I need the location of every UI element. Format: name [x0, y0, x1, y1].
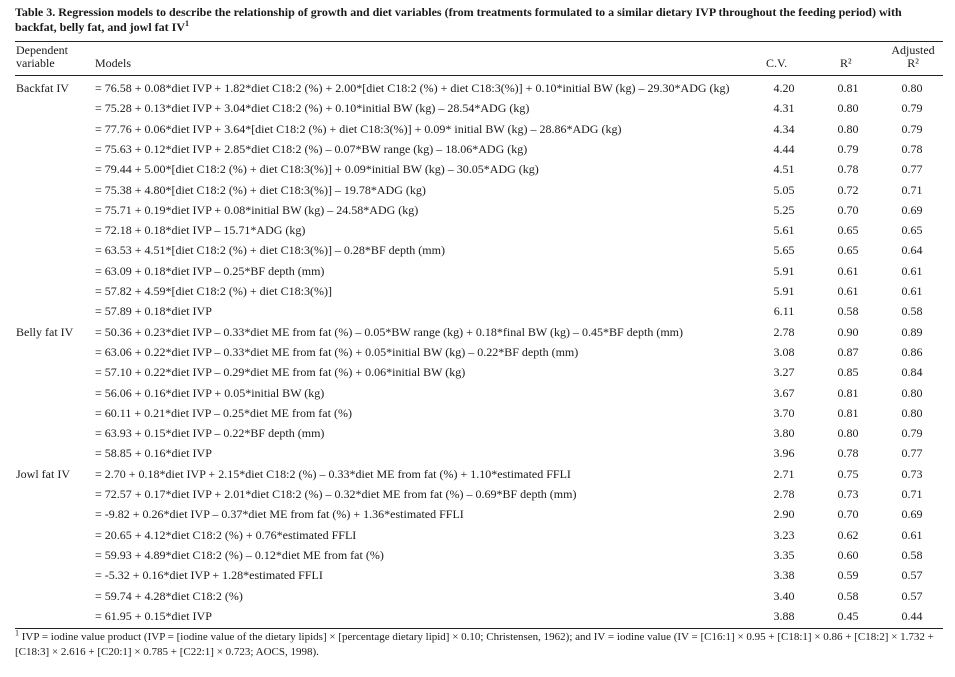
header-dependent-variable: [16, 44, 68, 70]
model-equation: = 57.82 + 4.59*[diet C18:2 (%) + diet C18:3(%)]: [95, 284, 332, 298]
adjusted-r2-value: 0.84: [901, 365, 923, 380]
header-adjusted-line1: Adjusted: [891, 43, 935, 57]
header-dependent-line2: variable: [16, 56, 55, 70]
model-equation: = 50.36 + 0.23*diet IVP – 0.33*diet ME from fat (%) – 0.05*BW range (kg) + 0.18*final BW (kg) – 0.45*BF depth (mm): [95, 324, 683, 339]
model-equation: = 63.53 + 4.51*[diet C18:2 (%) + diet C18:3(%)] – 0.28*BF depth (mm): [95, 243, 445, 258]
caption-line-1: Table 3. Regression models to describe the relationship of growth and diet variables (from treatments formulated to a similar dietary IVP throughout the feeding period) with: [15, 5, 902, 19]
r2-value: 0.45: [837, 608, 859, 623]
cv-value: 4.51: [773, 162, 795, 177]
header-r2: R²: [840, 56, 852, 70]
group-label: Belly fat IV: [16, 324, 74, 339]
cv-value: 2.78: [773, 487, 795, 501]
cv-value: 5.65: [773, 243, 795, 258]
cv-value: 3.40: [773, 588, 795, 603]
model-equation: = 77.76 + 0.06*diet IVP + 3.64*[diet C18:2 (%) + diet C18:3(%)] + 0.09* initial BW (kg) – 28.86*ADG (kg): [95, 121, 622, 136]
header-bottom-rule: [15, 75, 943, 76]
cv-value: 5.61: [773, 223, 795, 238]
r2-value: 0.80: [837, 426, 859, 441]
adjusted-r2-value: 0.80: [901, 81, 923, 95]
model-equation: = 59.93 + 4.89*diet C18:2 (%) – 0.12*diet ME from fat (%): [95, 547, 384, 562]
cv-value: 2.90: [773, 507, 795, 522]
adjusted-r2-value: 0.61: [901, 527, 923, 542]
r2-value: 0.80: [837, 121, 859, 136]
r2-value: 0.81: [837, 81, 859, 95]
r2-value: 0.80: [837, 101, 859, 116]
model-equation: = 75.28 + 0.13*diet IVP + 3.04*diet C18:2 (%) + 0.10*initial BW (kg) – 28.54*ADG (kg): [95, 101, 530, 116]
r2-value: 0.61: [837, 284, 859, 298]
model-equation: = 75.38 + 4.80*[diet C18:2 (%) + diet C18:3(%)] – 19.78*ADG (kg): [95, 182, 426, 197]
adjusted-r2-value: 0.64: [901, 243, 923, 258]
cv-value: 6.11: [773, 304, 795, 319]
table-footnote: [15, 630, 945, 660]
footnote-text: IVP = iodine value product (IVP = [iodine value of the dietary lipids] × [percentage dietary lipid] × 0.10; Christensen, 1962); and IV = iodine value (IV = [C16:1] × 0.95 + [C18:1] × 0.86 + [C18:2] × 1.732 + [C18:3] × 2.616 + [C20:1] × 0.785 + [C22:1] × 0.723; AOCS, 1998).: [15, 631, 934, 658]
model-equation: = 63.09 + 0.18*diet IVP – 0.25*BF depth (mm): [95, 263, 325, 278]
model-equation: = 20.65 + 4.12*diet C18:2 (%) + 0.76*estimated FFLI: [95, 527, 357, 542]
adjusted-r2-value: 0.80: [901, 385, 923, 400]
model-equation: = 57.10 + 0.22*diet IVP – 0.29*diet ME from fat (%) + 0.06*initial BW (kg): [95, 365, 466, 380]
r2-value: 0.75: [837, 466, 859, 481]
adjusted-r2-value: 0.61: [901, 263, 923, 278]
adjusted-r2-value: 0.58: [901, 304, 923, 319]
model-equation: = 2.70 + 0.18*diet IVP + 2.15*diet C18:2 (%) – 0.33*diet ME from fat (%) + 1.10*estimated FFLI: [95, 466, 571, 481]
adjusted-r2-value: 0.44: [901, 608, 923, 623]
adjusted-r2-value: 0.71: [901, 487, 923, 501]
adjusted-r2-value: 0.80: [901, 405, 923, 420]
model-equation: = 75.71 + 0.19*diet IVP + 0.08*initial BW (kg) – 24.58*ADG (kg): [95, 202, 419, 217]
footnote-marker: 1: [15, 628, 19, 638]
model-equation: = -9.82 + 0.26*diet IVP – 0.37*diet ME from fat (%) + 1.36*estimated FFLI: [95, 507, 464, 522]
model-equation: = 72.18 + 0.18*diet IVP – 15.71*ADG (kg): [95, 223, 306, 238]
adjusted-r2-value: 0.61: [901, 284, 923, 298]
r2-value: 0.65: [837, 243, 859, 258]
r2-value: 0.81: [837, 385, 859, 400]
r2-value: 0.73: [837, 487, 859, 501]
r2-value: 0.79: [837, 141, 859, 156]
cv-value: 5.91: [773, 284, 795, 298]
cv-value: 4.20: [773, 81, 795, 95]
cv-value: 4.34: [773, 121, 795, 136]
r2-value: 0.60: [837, 547, 859, 562]
header-cv: C.V.: [766, 56, 788, 70]
table-caption: [15, 5, 945, 35]
model-equation: = 76.58 + 0.08*diet IVP + 1.82*diet C18:2 (%) + 2.00*[diet C18:2 (%) + diet C18:3(%)] + 0.10*initial BW (kg) – 29.30*ADG (kg): [95, 81, 730, 95]
adjusted-r2-value: 0.89: [901, 324, 923, 339]
model-equation: = 75.63 + 0.12*diet IVP + 2.85*diet C18:2 (%) – 0.07*BW range (kg) – 18.06*ADG (kg): [95, 141, 528, 156]
r2-value: 0.62: [837, 527, 859, 542]
adjusted-r2-value: 0.65: [901, 223, 923, 238]
model-equation: = 59.74 + 4.28*diet C18:2 (%): [95, 588, 243, 603]
model-equation: = 60.11 + 0.21*diet IVP – 0.25*diet ME from fat (%): [95, 405, 352, 420]
r2-value: 0.81: [837, 405, 859, 420]
r2-value: 0.65: [837, 223, 859, 238]
cv-value: 4.44: [773, 141, 795, 156]
adjusted-r2-value: 0.79: [901, 101, 923, 116]
model-equation: = 63.93 + 0.15*diet IVP – 0.22*BF depth (mm): [95, 426, 325, 441]
r2-value: 0.85: [837, 365, 859, 380]
adjusted-r2-value: 0.79: [901, 121, 923, 136]
cv-value: 3.67: [773, 385, 795, 400]
r2-value: 0.59: [837, 568, 859, 583]
adjusted-r2-value: 0.77: [901, 446, 923, 461]
header-dependent-line1: Dependent: [16, 43, 68, 57]
r2-value: 0.58: [837, 588, 859, 603]
r2-value: 0.58: [837, 304, 859, 319]
table-top-rule: [15, 41, 943, 42]
model-equation: = -5.32 + 0.16*diet IVP + 1.28*estimated FFLI: [95, 568, 323, 583]
cv-value: 3.80: [773, 426, 795, 441]
adjusted-r2-value: 0.57: [901, 568, 923, 583]
r2-value: 0.61: [837, 263, 859, 278]
cv-value: 3.38: [773, 568, 795, 583]
caption-footnote-marker: 1: [185, 19, 189, 28]
r2-value: 0.70: [837, 202, 859, 217]
cv-value: 2.71: [773, 466, 795, 481]
cv-value: 3.96: [773, 446, 795, 461]
model-equation: = 57.89 + 0.18*diet IVP: [95, 304, 212, 319]
adjusted-r2-value: 0.69: [901, 507, 923, 522]
cv-value: 3.35: [773, 547, 795, 562]
header-models: Models: [95, 56, 131, 70]
cv-value: 3.08: [773, 344, 795, 359]
adjusted-r2-value: 0.73: [901, 466, 923, 481]
cv-value: 5.91: [773, 263, 795, 278]
r2-value: 0.90: [837, 324, 859, 339]
cv-value: 5.25: [773, 202, 795, 217]
r2-value: 0.78: [837, 446, 859, 461]
adjusted-r2-value: 0.78: [901, 141, 923, 156]
model-equation: = 72.57 + 0.17*diet IVP + 2.01*diet C18:2 (%) – 0.32*diet ME from fat (%) – 0.69*BF depth (mm): [95, 487, 577, 501]
model-equation: = 56.06 + 0.16*diet IVP + 0.05*initial BW (kg): [95, 385, 325, 400]
cv-value: 3.88: [773, 608, 795, 623]
model-equation: = 63.06 + 0.22*diet IVP – 0.33*diet ME from fat (%) + 0.05*initial BW (kg) – 0.22*BF depth (mm): [95, 344, 579, 359]
cv-value: 5.05: [773, 182, 795, 197]
adjusted-r2-value: 0.77: [901, 162, 923, 177]
r2-value: 0.72: [837, 182, 859, 197]
table-bottom-rule: [15, 628, 943, 629]
adjusted-r2-value: 0.79: [901, 426, 923, 441]
adjusted-r2-value: 0.69: [901, 202, 923, 217]
model-equation: = 61.95 + 0.15*diet IVP: [95, 608, 212, 623]
header-adjusted-line2: R²: [907, 56, 919, 70]
cv-value: 4.31: [773, 101, 795, 116]
cv-value: 3.27: [773, 365, 795, 380]
r2-value: 0.78: [837, 162, 859, 177]
caption-line-2: backfat, belly fat, and jowl fat IV: [15, 20, 185, 34]
r2-value: 0.87: [837, 344, 859, 359]
group-label: Backfat IV: [16, 81, 69, 95]
cv-value: 3.70: [773, 405, 795, 420]
adjusted-r2-value: 0.57: [901, 588, 923, 603]
adjusted-r2-value: 0.58: [901, 547, 923, 562]
group-label: Jowl fat IV: [16, 466, 70, 481]
header-adjusted-r2: [888, 44, 938, 70]
r2-value: 0.70: [837, 507, 859, 522]
model-equation: = 58.85 + 0.16*diet IVP: [95, 446, 212, 461]
model-equation: = 79.44 + 5.00*[diet C18:2 (%) + diet C18:3(%)] + 0.09*initial BW (kg) – 30.05*ADG (kg): [95, 162, 539, 177]
cv-value: 2.78: [773, 324, 795, 339]
adjusted-r2-value: 0.71: [901, 182, 923, 197]
adjusted-r2-value: 0.86: [901, 344, 923, 359]
cv-value: 3.23: [773, 527, 795, 542]
